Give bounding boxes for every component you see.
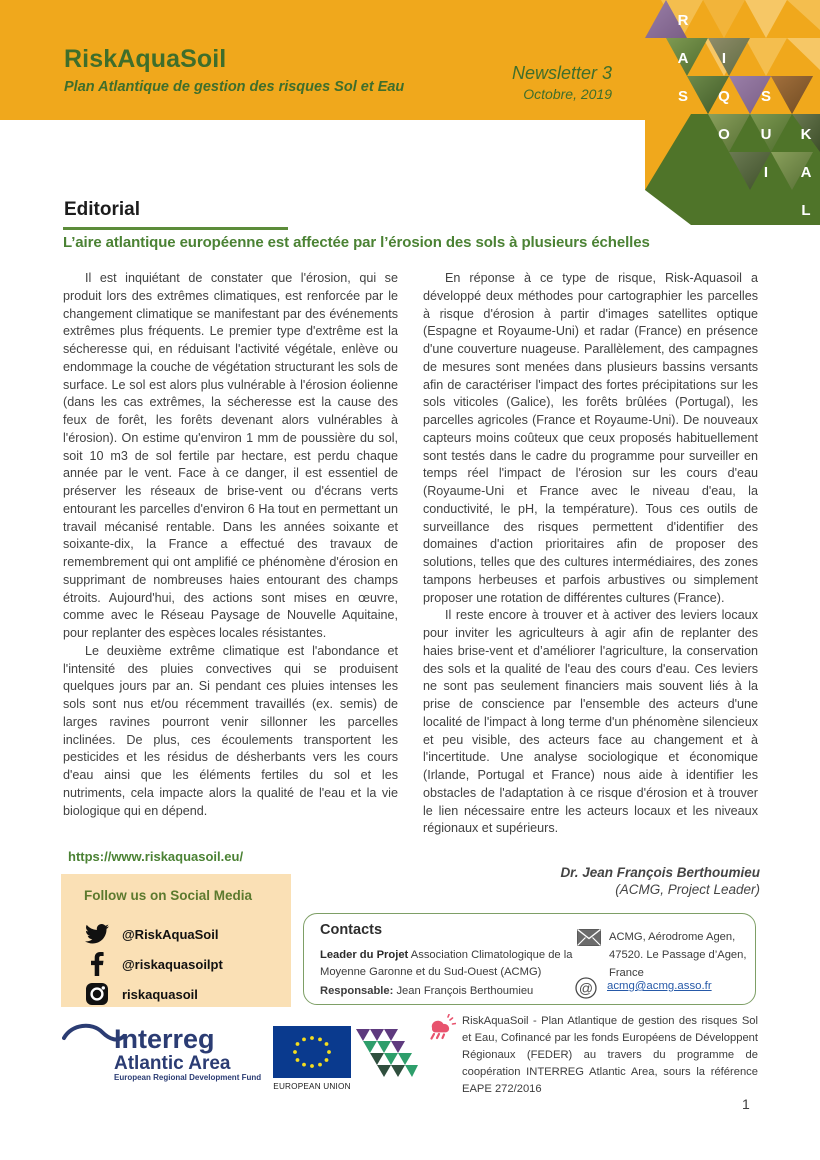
logo-letter-Q: Q (718, 88, 730, 105)
logo-letter-L: L (801, 202, 811, 219)
interreg-wordmark: Interreg (114, 1024, 215, 1054)
social-row-instagram[interactable] (84, 982, 198, 1006)
riskaquasoil-logo-mosaic (645, 0, 820, 225)
contacts-title: Contacts (320, 922, 383, 938)
logo-letter-S: S (760, 88, 772, 105)
logo-letter-I: I (721, 50, 727, 67)
masthead (64, 46, 404, 95)
contact-email-link[interactable]: acmg@acmg.asso.fr (607, 980, 712, 992)
social-heading: Follow us on Social Media (84, 888, 253, 903)
paragraph: Il est inquiétant de constater que l'érosion, qui se produit lors des extrêmes climatiques, est renforcée par le changement climatique se manifestant par des événements extrêmes plus fréquents. Le premier type d'extrême est la sécheresse qui, en réduisant l'activité végétale, enlève ou endommage la couche de végétation structurant les sols de surface. Le sol est alors plus vulnérable à l'érosion éolienne (dans les cas extrêmes, la sécheresse est la cause des feux de forêt, les forêts devenant alors vulnérables à l'érosion). On estime qu'environ 1 mm de poussière du sol, soit 10 m3 de sol fertile par hectare, est perdu chaque année par le vent. Face à ce danger, il est essentiel de préserver les réseaux de brise-vent ou d'écrans verts entourant les parcelles d'environ 6 Ha tout en permettant un travail mécanisé rentable. Dans les années soixante et soixante-dix, la France a effectué des travaux de remembrement qui ont amplifié ce phénomène d'érosion en supprimant de nombreuses haies entourant des champs étroits. Aujourd'hui, des actions sont mises en œuvre, comme avec le Réseau Paysage de Nouvelle Aquitaine, pour replanter des espèces locales résistantes. (63, 271, 398, 640)
paragraph: En réponse à ce type de risque, Risk-Aquasoil a développé deux méthodes pour cartographier les parcelles à risque d'érosion à partir d'images satellites optique (Espagne et Royaume-Uni) et radar (France) en présence d'une couverture nuageuse. Parallèlement, des campagnes de mesures sont menées dans plusieurs bassins versants afin de caractériser l'impact des fortes précipitations sur les sols viticoles (Galice), les forêts brûlées (Portugal), les parcelles agricoles (France et Royaume-Uni). De nouveaux capteurs moins coûteux que ceux proposés habituellement sont testés dans le cadre du programme pour surveiller en temps réel l'impact de l'érosion sur les cours d'eau (Royaume-Uni et France avec le niveau d'eau, la conductivité, le pH, la température). Tous ces outils de surveillance des risques permettent d'identifier des domaines d'action prioritaires afin de proposer des solutions, telles que des cultures intermédiaires, des zones tampons herbeuses et parfois arbustives ou simplement proposer une rotation de différentes cultures (France). (423, 271, 758, 605)
website-link[interactable]: https://www.riskaquasoil.eu/ (68, 849, 244, 864)
contacts-responsable (320, 985, 533, 997)
left-column (63, 270, 398, 838)
editorial-divider (63, 227, 288, 230)
contacts-leader (320, 947, 585, 982)
eu-flag-block (273, 1026, 351, 1091)
logo-letter-K: K (800, 126, 812, 143)
social-row-facebook[interactable] (84, 952, 223, 976)
signature-role: (ACMG, Project Leader) (615, 882, 760, 897)
interreg-logo (62, 1022, 267, 1084)
paragraph: Le deuxième extrême climatique est l'abondance et l'intensité des pluies convectives qui se produisent quelques jours par an. Si pendant ces pluies intenses les sols sont nus et/ou récemment travaillés (ex. semis) de larges ravines pourront venir sillonner les parcelles inclinées. De plus, ces écoulements transportent les pesticides et les résidus de désherbants vers les cours d'eau ainsi que les éléments fertiles du sol et les nutriments, cela impacte alors la qualité de l'eau et la vie biologique qui en dépend. (63, 643, 398, 818)
editorial-section-heading: Editorial (64, 199, 141, 220)
masthead-title: RiskAquaSoil (64, 45, 227, 73)
issue-block (512, 62, 612, 103)
leader-value: Association Climatologique de la Moyenne Garonne et du Sud-Ouest (ACMG) (320, 949, 573, 979)
signature-name: Dr. Jean François Berthoumieu (560, 865, 760, 880)
masthead-subtitle: Plan Atlantique de gestion des risques Sol et Eau (64, 79, 405, 96)
eu-caption: EUROPEAN UNION (273, 1082, 351, 1091)
logo-letter-S2: S (677, 88, 689, 105)
rain-cloud-icon (424, 1014, 456, 1047)
mail-icon (577, 929, 601, 951)
logo-letter-U: U (760, 126, 772, 143)
svg-text:@: @ (578, 980, 594, 996)
interreg-tagline: European Regional Development Fund (114, 1073, 262, 1082)
logo-letter-A: A (677, 50, 689, 67)
eu-flag (273, 1026, 351, 1078)
responsable-value: Jean François Berthoumieu (393, 985, 534, 997)
atlantic-area-triangles-decoration (356, 1027, 418, 1088)
social-handle: @RiskAquaSoil (122, 926, 219, 942)
footer-funding-note: RiskAquaSoil - Plan Atlantique de gestion des risques Sol et Eau, Cofinancé par les fonds Européens de Développent Régionaux (FEDER) au travers du programme de coopération INTERREG Atlantic Area, sours la référence EAPE 272/2016 (462, 1015, 758, 1096)
twitter-icon (84, 922, 110, 946)
instagram-icon (84, 982, 110, 1006)
article-title: L’aire atlantique européenne est affectée par l’érosion des sols à plusieurs échelles (63, 234, 650, 251)
issue-date: Octobre, 2019 (523, 85, 612, 102)
responsable-label: Responsable: (320, 985, 394, 997)
logo-letter-I2: I (763, 164, 769, 181)
two-column-layout (63, 270, 758, 838)
facebook-icon (84, 952, 110, 976)
social-row-twitter[interactable] (84, 922, 218, 946)
paragraph: Il reste encore à trouver et à activer des leviers locaux pour inviter les agriculteurs à agir afin de replanter des haies brise-vent et d’améliorer l'agriculture, la conservation des sols et la qualité de l'eau des cours d'eau. Ces leviers ne sont pas seulement financiers mais souvent liés à la prise de conscience par l'ensemble des acteurs d'une localité de l'impact à long terme d'un phénomène silencieux et peu visible, des acteurs face au changement et à l'incertitude. Une analyse sociologique et économique (Irlande, Portugal et France) nous aide à identifier les obstacles de l'adaptation à ce risque d'érosion et à trouver le lien nécessaire entre les acteurs locaux et les niveaux régionaux et supérieurs. (423, 608, 758, 836)
social-handle: @riskaquasoilpt (122, 956, 223, 972)
author-signature (420, 865, 760, 897)
leader-label: Leader du Projet (320, 949, 409, 961)
issue-name: Newsletter 3 (511, 63, 612, 83)
logo-letter-O: O (718, 126, 730, 143)
contacts-address: ACMG, Aérodrome Agen, 47520. Le Passage d’Agen, France (609, 931, 747, 980)
contacts-box (303, 913, 756, 1005)
logo-letter-R: R (677, 12, 689, 29)
interreg-atlantic-area: Atlantic Area (114, 1053, 231, 1074)
page-number: 1 (742, 1096, 750, 1112)
at-sign-icon (575, 977, 597, 1004)
social-media-box (61, 874, 291, 1007)
social-handle: riskaquasoil (122, 986, 198, 1002)
right-column (423, 270, 758, 838)
logo-letter-A2: A (800, 164, 812, 181)
